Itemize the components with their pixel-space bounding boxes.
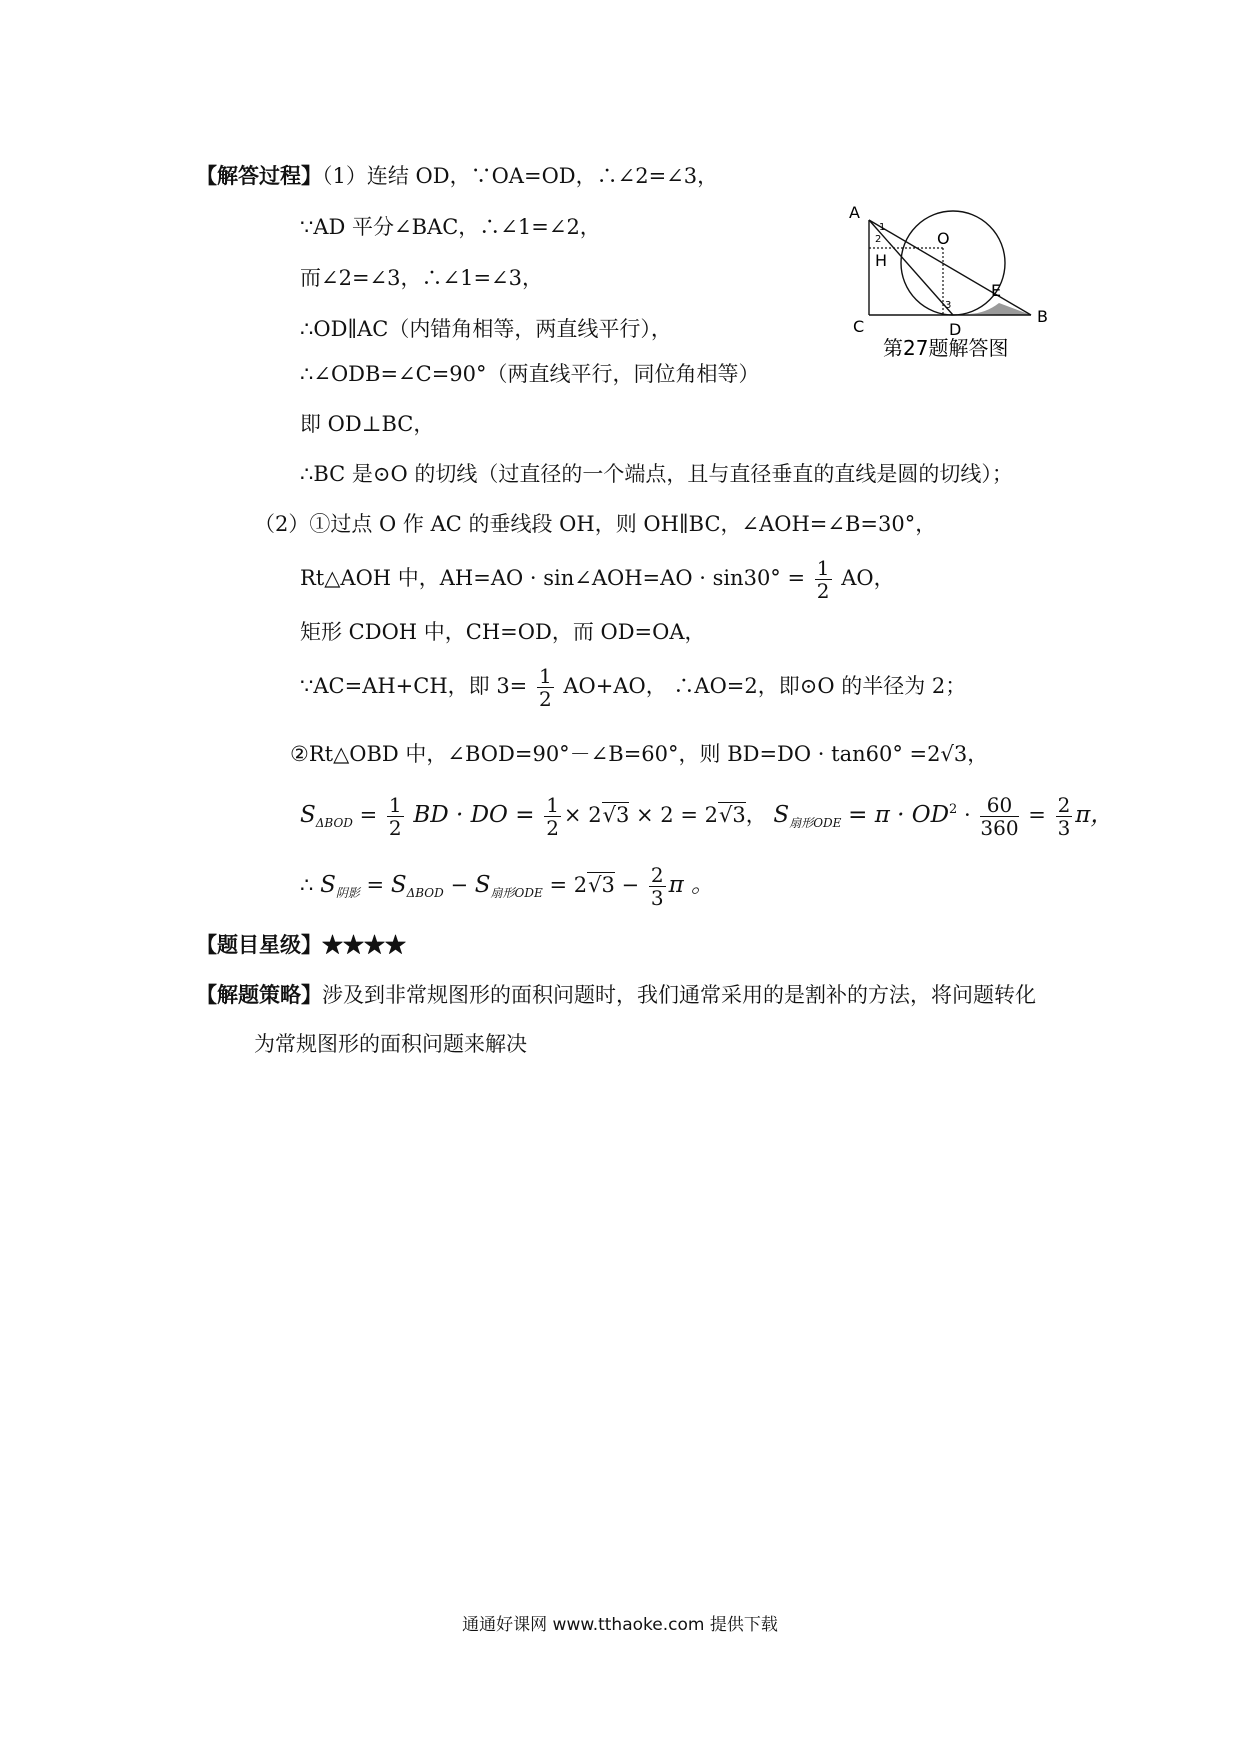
frac-den: 2	[538, 687, 552, 711]
stars-value: ★★★★	[322, 932, 406, 957]
frac-num: 60	[980, 795, 1018, 817]
label-o: O	[937, 229, 950, 248]
frac-num: 1	[546, 793, 559, 817]
strategy-line-2: 为常规图形的面积问题来解决	[254, 1032, 527, 1056]
p2-line-3: 矩形 CDOH 中，CH=OD，而 OD=OA，	[300, 620, 706, 644]
p2-line-4-pre: ∵AC=AH+CH，即 3=	[300, 674, 528, 698]
eq2-eq-val: = 2	[549, 873, 588, 897]
eq1-sqrt3: 3	[615, 803, 630, 827]
eq1-s: S	[300, 802, 316, 828]
p2-line-4	[300, 666, 966, 709]
p1-line-7: ∴BC 是⊙O 的切线（过直径的一个端点，且与直径垂直的直线是圆的切线）；	[300, 462, 1013, 486]
frac-den: 3	[650, 886, 664, 910]
eq1-sub-sector: 扇形ODE	[789, 816, 842, 830]
label-3: 3	[945, 300, 952, 311]
solution-line-1	[196, 162, 718, 190]
label-a: A	[849, 203, 860, 222]
p2-line-2	[300, 558, 895, 601]
eq2-sqrt3: 3	[601, 873, 615, 897]
p1-line-1: （1）连结 OD，∵OA=OD，∴∠2=∠3，	[322, 164, 719, 188]
eq2-s: S	[320, 872, 336, 898]
frac-num: 2	[650, 863, 664, 887]
equation-area	[300, 795, 1113, 838]
label-2: 2	[875, 234, 882, 245]
fraction-half-2	[537, 666, 554, 709]
eq1-sqrt: √3	[602, 803, 630, 827]
eq1-comma: ，	[745, 803, 767, 827]
eq2-sub-bod: ΔBOD	[406, 886, 444, 900]
frac-den: 2	[546, 816, 559, 840]
eq1-sqrt-b: √3	[718, 803, 746, 827]
eq2-equals: =	[366, 873, 385, 897]
label-b: B	[1037, 307, 1048, 326]
frac-den: 360	[980, 816, 1019, 840]
eq1-two-thirds	[1056, 795, 1073, 838]
label-c: C	[853, 317, 865, 336]
eq1-dot: ·	[964, 803, 971, 827]
frac-den: 2	[388, 816, 402, 840]
eq1-bd-do: BD · DO =	[413, 802, 535, 828]
p1-line-6: 即 OD⊥BC，	[300, 412, 435, 436]
eq2-therefore: ∴	[300, 873, 314, 897]
p2-line-2-pre: Rt△AOH 中，AH=AO · sin∠AOH=AO · sin30° =	[300, 566, 806, 590]
eq2-sub-sector: 扇形ODE	[490, 886, 543, 900]
eq1-equals-2: =	[1028, 803, 1046, 827]
eq1-square: 2	[949, 802, 958, 817]
eq1-sqrt3-b: 3	[732, 803, 746, 827]
fraction-half	[815, 558, 832, 601]
equation-shaded	[300, 865, 714, 908]
eq1-times-2: × 2	[563, 803, 602, 827]
p1-line-3: 而∠2=∠3，∴∠1=∠3，	[300, 266, 544, 290]
p2-line-1: （2）①过点 O 作 AC 的垂线段 OH，则 OH∥BC，∠AOH=∠B=30°，	[254, 512, 937, 536]
geometry-figure	[845, 190, 1070, 360]
eq2-minus-2: −	[621, 873, 640, 897]
p1-line-4: ∴OD∥AC（内错角相等，两直线平行），	[300, 317, 672, 341]
label-1: 1	[879, 222, 886, 233]
stars-line	[196, 931, 406, 959]
eq2-minus: −	[450, 873, 469, 897]
p2-line-4-post: AO+AO， ∴AO=2，即⊙O 的半径为 2；	[563, 674, 967, 698]
eq2-s-bod: S	[390, 872, 407, 898]
eq2-two-thirds	[649, 865, 666, 908]
p1-line-2: ∵AD 平分∠BAC，∴∠1=∠2，	[300, 215, 601, 239]
figure-caption: 第27题解答图	[883, 336, 1009, 360]
stars-tag: 【题目星级】	[196, 932, 322, 957]
strategy-tag: 【解题策略】	[196, 982, 322, 1007]
eq1-sub-bod: ΔBOD	[315, 816, 353, 830]
eq1-pi-od: = π · OD	[848, 802, 950, 828]
circle-o	[901, 211, 1005, 315]
footer: 通通好课网 www.tthaoke.com 提供下载	[462, 1615, 778, 1635]
p1-line-5: ∴∠ODB=∠C=90°（两直线平行，同位角相等）	[300, 362, 760, 386]
label-h: H	[875, 251, 888, 270]
strategy-line-1	[196, 981, 1036, 1009]
eq1-half-b	[544, 795, 561, 838]
frac-den: 2	[816, 579, 830, 603]
frac-num: 1	[538, 664, 552, 688]
frac-den: 3	[1057, 816, 1071, 840]
frac-num: 1	[816, 556, 830, 580]
frac-num: 2	[1057, 793, 1071, 817]
frac-num: 1	[388, 793, 402, 817]
eq1-pi-end: π，	[1075, 802, 1114, 828]
eq2-sub-shade: 阴影	[335, 886, 360, 900]
eq2-sqrt: √3	[588, 873, 615, 897]
p2-line-2-post: AO，	[841, 566, 895, 590]
eq2-pi-end: π 。	[668, 872, 714, 898]
strategy-text-1: 涉及到非常规图形的面积问题时，我们通常采用的是割补的方法，将问题转化	[322, 983, 1036, 1007]
eq1-half	[387, 795, 404, 838]
label-e: E	[991, 281, 1002, 300]
eq1-times-2b: × 2 = 2	[636, 803, 718, 827]
solution-tag: 【解答过程】	[196, 163, 322, 188]
eq1-equals: =	[359, 803, 378, 827]
eq1-sixty-frac	[980, 795, 1018, 838]
label-d: D	[949, 320, 962, 339]
p2-line-5: ②Rt△OBD 中，∠BOD=90°－∠B=60°，则 BD=DO · tan60° =2√3，	[290, 742, 989, 766]
eq2-s-sector: S	[474, 872, 491, 898]
eq1-s2: S	[773, 802, 790, 828]
